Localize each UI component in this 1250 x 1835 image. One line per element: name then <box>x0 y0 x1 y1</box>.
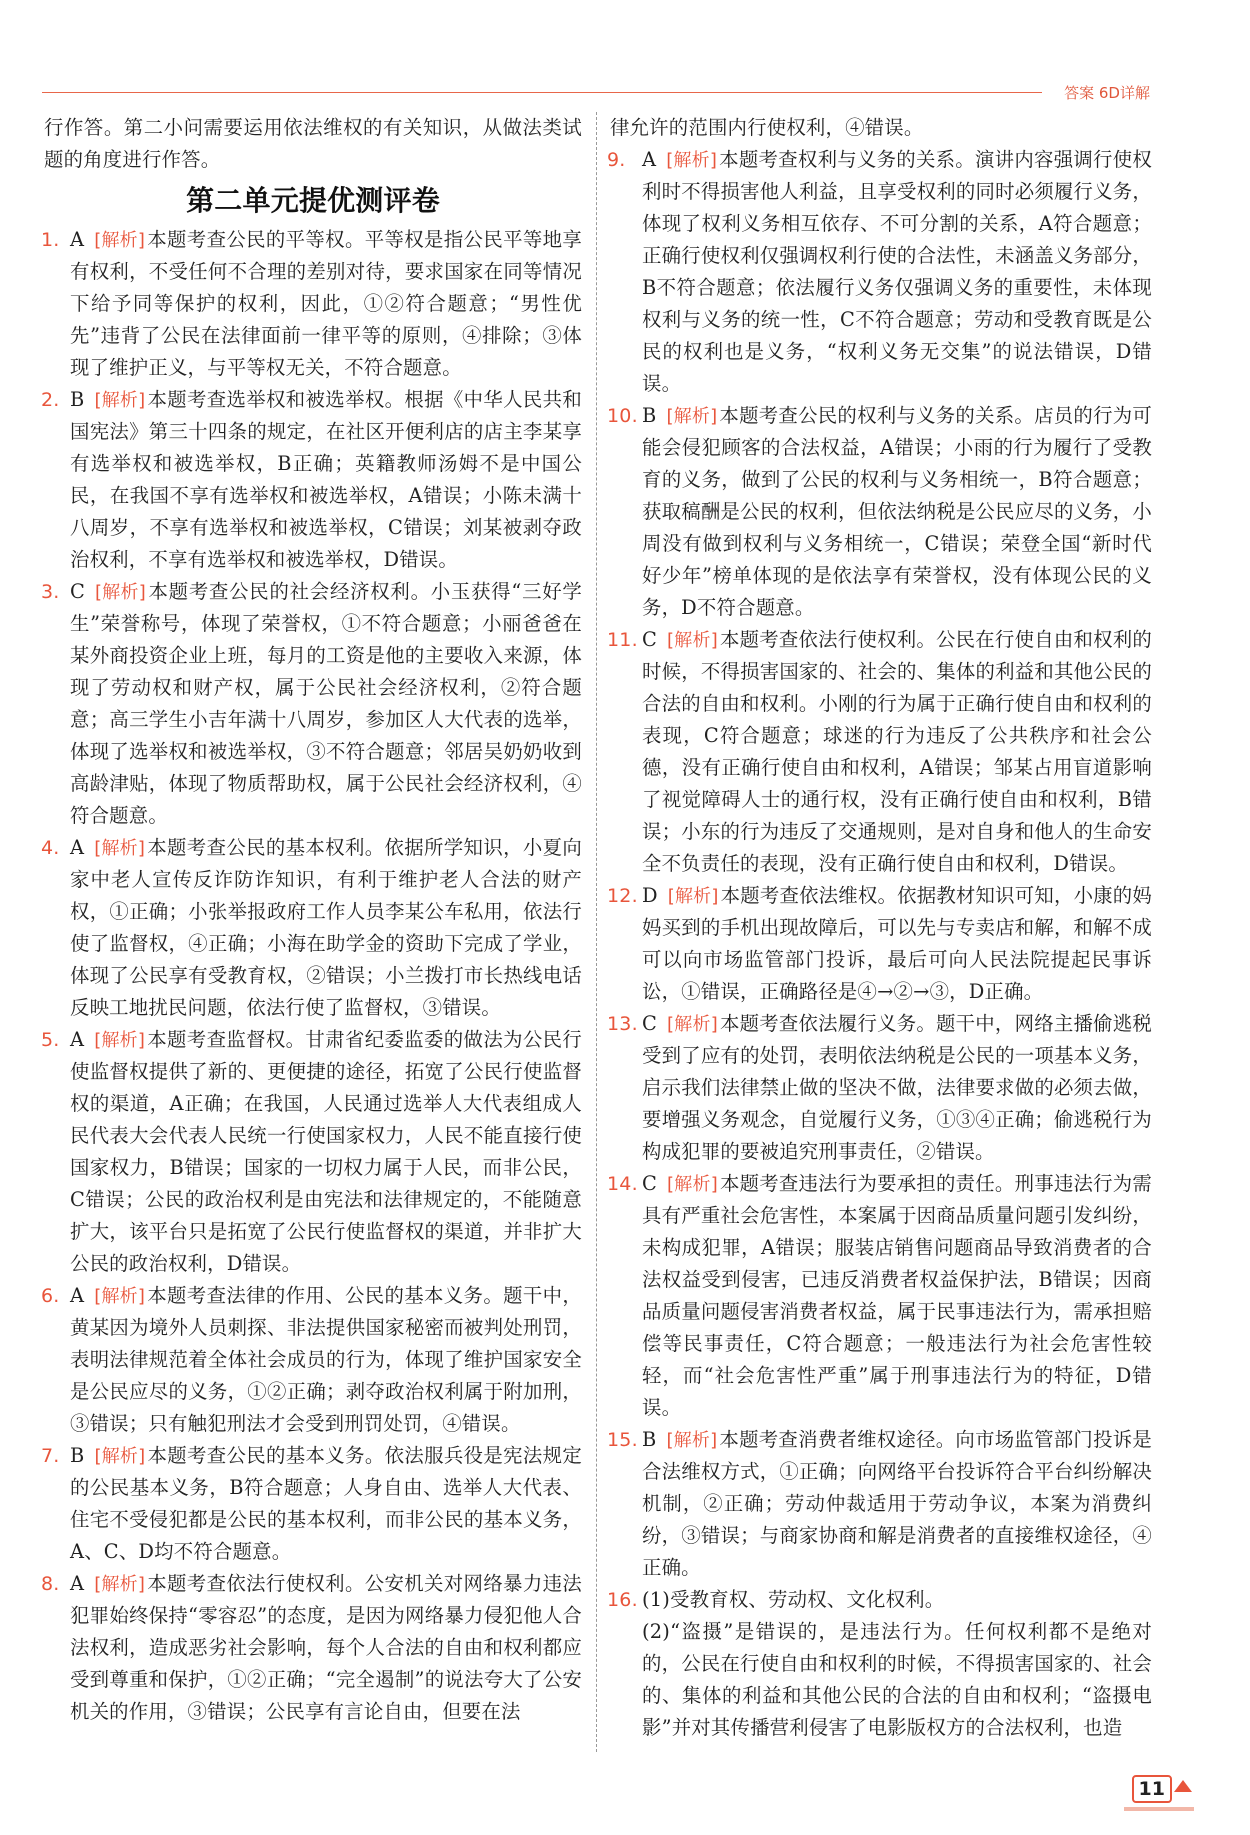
question-number: 7. <box>41 1445 60 1467</box>
explanation-text: 本题考查监督权。甘肃省纪委监委的做法为公民行使监督权提供了新的、更便捷的途径，拓宽了公民行使监督权的渠道，A正确；在我国，人民通过选举人大代表组成人民代表大会代表人民统一行使国家权力，人民不能直接行使国家权力，B错误；国家的一切权力属于人民，而非公民，C错误；公民的政治权利是由宪法和法律规定的，不能随意扩大，该平台只是拓宽了公民行使监督权的渠道，并非扩大公民的政治权利，D错误。 <box>70 1028 582 1275</box>
explanation-text: 本题考查公民的社会经济权利。小玉获得“三好学生”荣誉称号，体现了荣誉权，①不符合题意；小丽爸爸在某外商投资企业上班，每月的工资是他的主要收入来源，体现了劳动权和财产权，属于公民社会经济权利，②符合题意；高三学生小吉年满十八周岁，参加区人大代表的选举，体现了选举权和被选举权，③不符合题意；邻居吴奶奶收到高龄津贴，体现了物质帮助权，属于公民社会经济权利，④符合题意。 <box>70 580 582 827</box>
analysis-tag-label: 解析 <box>673 406 711 427</box>
analysis-tag: [解析] <box>94 230 146 251</box>
question-number: 11. <box>607 629 638 651</box>
question-number: 15. <box>607 1429 638 1451</box>
question-number: 8. <box>41 1573 60 1595</box>
answer-letter: B <box>70 388 85 411</box>
question-number: 10. <box>607 405 638 427</box>
up-arrow-icon <box>1174 1780 1192 1792</box>
analysis-tag-label: 解析 <box>673 1430 711 1451</box>
analysis-tag-label: 解析 <box>102 582 139 603</box>
analysis-tag: [解析] <box>667 1014 718 1035</box>
right-answer-list <box>607 144 1152 1616</box>
analysis-tag: [解析] <box>666 150 718 171</box>
intro-text: 行作答。第二小问需要运用依法维权的有关知识，从做法类试题的角度进行作答。 <box>44 116 582 171</box>
page-number-box: 11 <box>1132 1775 1172 1803</box>
question-number: 2. <box>41 389 60 411</box>
answer-letter: C <box>642 1172 658 1195</box>
analysis-tag-label: 解析 <box>674 630 711 651</box>
analysis-tag: [解析] <box>94 1446 146 1467</box>
answer-letter: A <box>70 1284 85 1307</box>
analysis-tag-label: 解析 <box>101 1286 138 1307</box>
explanation-text: 本题考查公民的平等权。平等权是指公民平等地享有权利，不受任何不合理的差别对待，要求国家在同等情况下给予同等保护的权利，因此，①②符合题意；“男性优先”违背了公民在法律面前一律平等的原则，④排除；③体现了维护正义，与平等权无关，不符合题意。 <box>70 228 582 379</box>
answer-item <box>607 1008 1152 1168</box>
explanation-text: 本题考查选举权和被选举权。根据《中华人民共和国宪法》第三十四条的规定，在社区开便利店的店主李某享有选举权和被选举权，B正确；英籍教师汤姆不是中国公民，在我国不享有选举权和被选举权，A错误；小陈未满十八周岁，不享有选举权和被选举权，C错误；刘某被剥夺政治权利，不享有选举权和被选举权，D错误。 <box>70 388 582 571</box>
analysis-tag-label: 解析 <box>101 838 138 859</box>
question-number: 14. <box>607 1173 638 1195</box>
answer-letter: A <box>642 148 657 171</box>
answer-item <box>41 832 582 1024</box>
answer-letter: B <box>642 1428 657 1451</box>
answer-item <box>41 384 582 576</box>
question-number: 9. <box>607 149 626 171</box>
analysis-tag-label: 解析 <box>101 230 138 251</box>
answer-letter: C <box>642 1012 658 1035</box>
analysis-tag: [解析] <box>94 1574 146 1595</box>
analysis-tag: [解析] <box>666 406 718 427</box>
answer-item <box>607 144 1152 400</box>
answer-item <box>607 880 1152 1008</box>
explanation-text: 本题考查依法行使权利。公民在行使自由和权利的时候，不得损害国家的、社会的、集体的利益和其他公民的合法的自由和权利。小刚的行为属于正确行使自由和权利的表现，C符合题意；球迷的行为违反了公共秩序和社会公德，没有正确行使自由和权利，A错误；邹某占用盲道影响了视觉障碍人士的通行权，没有正确行使自由和权利，B错误；小东的行为违反了交通规则，是对自身和他人的生命安全不负责任的表现，没有正确行使自由和权利，D错误。 <box>642 628 1152 875</box>
analysis-tag: [解析] <box>666 1430 718 1451</box>
analysis-tag-label: 解析 <box>674 886 712 907</box>
question-number: 12. <box>607 885 638 907</box>
explanation-text: 本题考查法律的作用、公民的基本义务。题干中，黄某因为境外人员刺探、非法提供国家秘密而被判处刑罚，表明法律规范着全体社会成员的行为，体现了维护国家安全是公民应尽的义务，①②正确；剥夺政治权利属于附加刑，③错误；只有触犯刑法才会受到刑罚处罚，④错误。 <box>70 1284 582 1435</box>
answer-letter: A <box>70 1572 85 1595</box>
analysis-tag: [解析] <box>94 390 146 411</box>
answer-item <box>607 400 1152 624</box>
question-number: 5. <box>41 1029 60 1051</box>
explanation-text: 本题考查权利与义务的关系。演讲内容强调行使权利时不得损害他人利益，且享受权利的同时必须履行义务，体现了权利义务相互依存、不可分割的关系，A符合题意；正确行使权利仅强调权利行使的合法性，未涵盖义务部分，B不符合题意；依法履行义务仅强调义务的重要性，未体现权利与义务的统一性，C不符合题意；劳动和受教育既是公民的权利也是义务，“权利义务无交集”的说法错误，D错误。 <box>642 148 1152 395</box>
question-number: 4. <box>41 837 60 859</box>
explanation-text: 本题考查公民的基本权利。依据所学知识，小夏向家中老人宣传反诈防诈知识，有利于维护老人合法的财产权，①正确；小张举报政府工作人员李某公车私用，依法行使了监督权，④正确；小海在助学金的资助下完成了学业，体现了公民享有受教育权，②错误；小兰拨打市长热线电话反映工地扰民问题，依法行使了监督权，③错误。 <box>70 836 582 1019</box>
continued-text: 律允许的范围内行使权利，④错误。 <box>610 116 924 139</box>
explanation-text: 本题考查依法行使权利。公安机关对网络暴力违法犯罪始终保持“零容忍”的态度，是因为网络暴力侵犯他人合法权利，造成恶劣社会影响，每个人合法的自由和权利都应受到尊重和保护，①②正确；“完全遏制”的说法夸大了公安机关的作用，③错误；公民享有言论自由，但要在法 <box>70 1572 582 1723</box>
answer-section-tag: 答案 6D详解 <box>1056 82 1154 103</box>
left-answer-list <box>41 224 582 1728</box>
sub-answer-2: (2)“盗摄”是错误的，是违法行为。任何权利都不是绝对的，公民在行使自由和权利的时候，不得损害国家的、社会的、集体的利益和其他公民的合法的自由和权利；“盗摄电影”并对其传播营利侵害了电影版权方的合法权利，也造 <box>642 1620 1152 1739</box>
answer-letter: D <box>642 884 658 907</box>
column-divider <box>596 112 597 1752</box>
answer-item <box>41 224 582 384</box>
answer-letter: C <box>642 628 658 651</box>
explanation-text: 本题考查依法履行义务。题干中，网络主播偷逃税受到了应有的处罚，表明依法纳税是公民的一项基本义务，启示我们法律禁止做的坚决不做，法律要求做的必须去做，要增强义务观念，自觉履行义务，①③④正确；偷逃税行为构成犯罪的要被追究刑事责任，②错误。 <box>642 1012 1152 1163</box>
analysis-tag-label: 解析 <box>101 1446 139 1467</box>
analysis-tag: [解析] <box>94 1286 146 1307</box>
answer-letter: A <box>70 228 85 251</box>
analysis-tag-label: 解析 <box>101 1030 138 1051</box>
left-column <box>41 112 582 1728</box>
explanation-text: 本题考查依法维权。依据教材知识可知，小康的妈妈买到的手机出现故障后，可以先与专卖店和解，和解不成可以向市场监管部门投诉，最后可向人民法院提起民事诉讼，①错误，正确路径是④→②→③，D正确。 <box>642 884 1152 1003</box>
analysis-tag-label: 解析 <box>674 1014 711 1035</box>
analysis-tag: [解析] <box>667 630 718 651</box>
question-number: 16. <box>607 1589 638 1611</box>
question-number: 3. <box>41 581 60 603</box>
explanation-text: 本题考查公民的权利与义务的关系。店员的行为可能会侵犯顾客的合法权益，A错误；小雨的行为履行了受教育的义务，做到了公民的权利与义务相统一，B符合题意；获取稿酬是公民的权利，但依法纳税是公民应尽的义务，小周没有做到权利与义务相统一，C错误；荣登全国“新时代好少年”榜单体现的是依法享有荣誉权，没有体现公民的义务，D不符合题意。 <box>642 404 1152 619</box>
answer-item <box>41 1440 582 1568</box>
page-footer-bar <box>1124 1807 1194 1811</box>
answer-item <box>41 1280 582 1440</box>
answer-letter: A <box>70 836 85 859</box>
explanation-text: 本题考查违法行为要承担的责任。刑事违法行为需具有严重社会危害性，本案属于因商品质量问题引发纠纷，未构成犯罪，A错误；服装店销售问题商品导致消费者的合法权益受到侵害，已违反消费者权益保护法，B错误；因商品质量问题侵害消费者权益，属于民事违法行为，需承担赔偿等民事责任，C符合题意；一般违法行为社会危害性较轻，而“社会危害性严重”属于刑事违法行为的特征，D错误。 <box>642 1172 1152 1419</box>
explanation-text: 本题考查消费者维权途径。向市场监管部门投诉是合法维权方式，①正确；向网络平台投诉符合平台纠纷解决机制，②正确；劳动仲裁适用于劳动争议，本案为消费纠纷，③错误；与商家协商和解是消费者的直接维权途径，④正确。 <box>642 1428 1152 1579</box>
page-number <box>1132 1775 1192 1803</box>
question-number: 6. <box>41 1285 60 1307</box>
analysis-tag: [解析] <box>94 838 146 859</box>
analysis-tag-label: 解析 <box>673 150 710 171</box>
answer-item <box>607 1584 1152 1616</box>
question-number: 13. <box>607 1013 638 1035</box>
answer-item <box>41 576 582 832</box>
analysis-tag: [解析] <box>667 1174 718 1195</box>
explanation-text: 本题考查公民的基本义务。依法服兵役是宪法规定的公民基本义务，B符合题意；人身自由、选举人大代表、住宅不受侵犯都是公民的基本权利，而非公民的基本义务，A、C、D均不符合题意。 <box>70 1444 582 1563</box>
answer-letter: B <box>70 1444 85 1467</box>
analysis-tag-label: 解析 <box>101 1574 138 1595</box>
analysis-tag: [解析] <box>667 886 719 907</box>
analysis-tag-label: 解析 <box>674 1174 711 1195</box>
answer-letter: B <box>642 404 657 427</box>
answer-item <box>607 1424 1152 1584</box>
explanation-text: (1)受教育权、劳动权、文化权利。 <box>642 1588 945 1611</box>
answer-letter: A <box>70 1028 85 1051</box>
answer-letter: C <box>70 580 86 603</box>
analysis-tag-label: 解析 <box>101 390 139 411</box>
header-rule <box>42 92 1042 93</box>
answer-item <box>41 1568 582 1728</box>
answer-item <box>607 1168 1152 1424</box>
answer-item <box>607 624 1152 880</box>
right-column <box>607 112 1152 1744</box>
section-title: 第二单元提优测评卷 <box>186 184 440 217</box>
analysis-tag: [解析] <box>95 582 146 603</box>
answer-item <box>41 1024 582 1280</box>
analysis-tag: [解析] <box>94 1030 146 1051</box>
question-number: 1. <box>41 229 60 251</box>
